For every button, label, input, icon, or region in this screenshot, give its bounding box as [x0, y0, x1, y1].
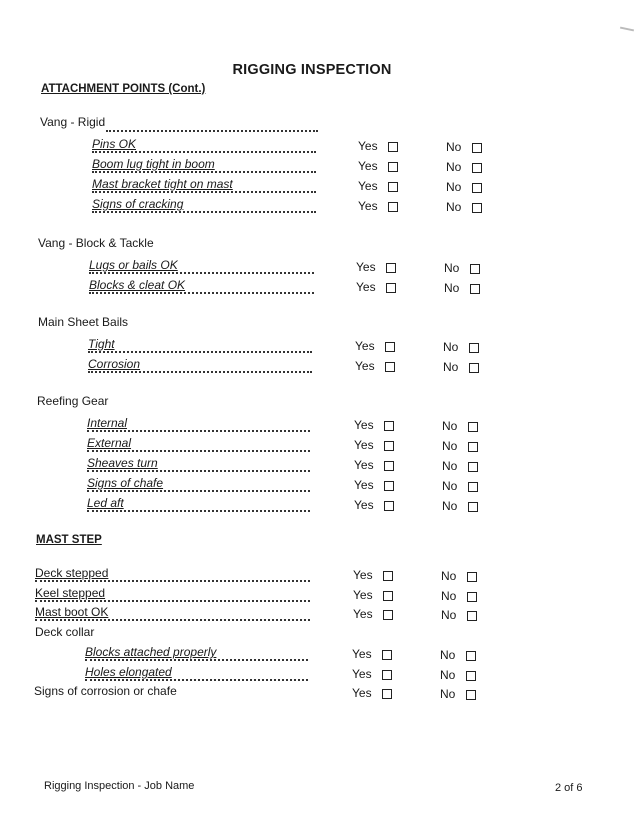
yes-label: Yes	[352, 647, 372, 661]
no-label: No	[440, 668, 456, 682]
yes-checkbox[interactable]	[384, 441, 394, 451]
checklist-item-label: Led aft	[87, 496, 124, 510]
yes-label: Yes	[356, 260, 376, 274]
yes-checkbox[interactable]	[382, 650, 392, 660]
dotted-leader	[92, 191, 316, 193]
checklist-item-label: Blocks attached properly	[85, 645, 217, 659]
no-label: No	[443, 340, 459, 354]
group-label: Vang - Block & Tackle	[38, 236, 154, 250]
yes-checkbox[interactable]	[388, 142, 398, 152]
checklist-item-label: Blocks & cleat OK	[89, 278, 186, 292]
yes-label: Yes	[358, 139, 378, 153]
checklist-item-label: Lugs or bails OK	[89, 258, 178, 272]
group-label: Deck collar	[35, 625, 95, 639]
yes-label: Yes	[354, 458, 374, 472]
no-label: No	[446, 200, 462, 214]
yes-checkbox[interactable]	[382, 670, 392, 680]
dotted-leader	[35, 600, 310, 602]
checklist-item-label: Pins OK	[92, 137, 137, 151]
yes-checkbox[interactable]	[388, 162, 398, 172]
dotted-leader	[85, 679, 308, 681]
yes-label: Yes	[354, 418, 374, 432]
yes-checkbox[interactable]	[383, 610, 393, 620]
yes-label: Yes	[355, 359, 375, 373]
group-label: Reefing Gear	[37, 394, 109, 408]
checklist-item-label: Deck stepped	[35, 566, 109, 580]
no-checkbox[interactable]	[470, 284, 480, 294]
no-checkbox[interactable]	[468, 462, 478, 472]
group-label: Main Sheet Bails	[38, 315, 129, 329]
yes-checkbox[interactable]	[384, 481, 394, 491]
no-checkbox[interactable]	[468, 422, 478, 432]
checklist-item-label: Signs of chafe	[87, 476, 164, 490]
checklist-item-label: Signs of cracking	[92, 197, 184, 211]
dotted-leader	[88, 371, 312, 373]
no-label: No	[442, 459, 458, 473]
no-checkbox[interactable]	[472, 143, 482, 153]
group-label: Vang - Rigid	[40, 115, 106, 129]
no-label: No	[446, 180, 462, 194]
checklist-item-label: Corrosion	[88, 357, 141, 371]
yes-label: Yes	[355, 339, 375, 353]
no-label: No	[441, 608, 457, 622]
no-checkbox[interactable]	[472, 203, 482, 213]
no-checkbox[interactable]	[467, 572, 477, 582]
yes-checkbox[interactable]	[384, 461, 394, 471]
yes-checkbox[interactable]	[385, 342, 395, 352]
yes-label: Yes	[354, 498, 374, 512]
dotted-leader	[89, 292, 314, 294]
yes-label: Yes	[354, 478, 374, 492]
dotted-leader	[85, 659, 308, 661]
no-label: No	[441, 589, 457, 603]
checklist-item-label: Keel stepped	[35, 586, 106, 600]
dotted-leader	[35, 580, 310, 582]
no-label: No	[444, 261, 460, 275]
dotted-leader	[87, 450, 310, 452]
yes-checkbox[interactable]	[386, 283, 396, 293]
no-checkbox[interactable]	[470, 264, 480, 274]
no-checkbox[interactable]	[469, 363, 479, 373]
yes-checkbox[interactable]	[382, 689, 392, 699]
section-heading: ATTACHMENT POINTS (Cont.)	[41, 83, 206, 95]
no-checkbox[interactable]	[466, 651, 476, 661]
group-label: Signs of corrosion or chafe	[34, 684, 177, 698]
checklist-item-label: External	[87, 436, 132, 450]
no-checkbox[interactable]	[468, 502, 478, 512]
dotted-leader	[92, 151, 316, 153]
no-checkbox[interactable]	[472, 183, 482, 193]
dotted-leader	[87, 490, 310, 492]
no-label: No	[441, 569, 457, 583]
yes-checkbox[interactable]	[388, 182, 398, 192]
no-label: No	[446, 140, 462, 154]
yes-checkbox[interactable]	[388, 202, 398, 212]
no-checkbox[interactable]	[468, 482, 478, 492]
yes-label: Yes	[356, 280, 376, 294]
no-checkbox[interactable]	[472, 163, 482, 173]
dotted-leader	[35, 619, 310, 621]
no-checkbox[interactable]	[466, 690, 476, 700]
yes-label: Yes	[358, 199, 378, 213]
no-label: No	[446, 160, 462, 174]
footer-page-number: 2 of 6	[555, 782, 583, 794]
no-label: No	[442, 419, 458, 433]
checklist-item-label: Mast bracket tight on mast	[92, 177, 233, 191]
checklist-item-label: Mast boot OK	[35, 605, 109, 619]
dotted-leader	[92, 211, 316, 213]
yes-checkbox[interactable]	[384, 421, 394, 431]
no-checkbox[interactable]	[469, 343, 479, 353]
yes-label: Yes	[353, 588, 373, 602]
yes-label: Yes	[358, 159, 378, 173]
no-checkbox[interactable]	[466, 671, 476, 681]
dotted-leader	[92, 171, 316, 173]
no-label: No	[442, 479, 458, 493]
section-heading: MAST STEP	[36, 534, 102, 546]
checklist-item-label: Internal	[87, 416, 128, 430]
yes-checkbox[interactable]	[383, 571, 393, 581]
no-label: No	[440, 687, 456, 701]
dotted-leader	[106, 130, 318, 132]
no-checkbox[interactable]	[467, 611, 477, 621]
yes-checkbox[interactable]	[386, 263, 396, 273]
yes-checkbox[interactable]	[384, 501, 394, 511]
yes-label: Yes	[358, 179, 378, 193]
dotted-leader	[87, 430, 310, 432]
yes-label: Yes	[353, 607, 373, 621]
no-label: No	[444, 281, 460, 295]
dotted-leader	[87, 470, 310, 472]
checklist-item-label: Boom lug tight in boom	[92, 157, 215, 171]
yes-checkbox[interactable]	[383, 591, 393, 601]
yes-label: Yes	[352, 667, 372, 681]
checklist-item-label: Holes elongated	[85, 665, 172, 679]
checklist-item-label: Sheaves turn	[87, 456, 158, 470]
footer-job-name: Rigging Inspection - Job Name	[44, 780, 195, 792]
yes-label: Yes	[352, 686, 372, 700]
no-checkbox[interactable]	[468, 442, 478, 452]
yes-label: Yes	[353, 568, 373, 582]
yes-label: Yes	[354, 438, 374, 452]
dotted-leader	[88, 351, 312, 353]
checklist-item-label: Tight	[88, 337, 115, 351]
no-label: No	[440, 648, 456, 662]
dotted-leader	[87, 510, 310, 512]
no-label: No	[442, 439, 458, 453]
no-label: No	[442, 499, 458, 513]
scan-mark	[620, 27, 634, 32]
no-checkbox[interactable]	[467, 592, 477, 602]
no-label: No	[443, 360, 459, 374]
dotted-leader	[89, 272, 314, 274]
page-title: RIGGING INSPECTION	[232, 62, 392, 78]
yes-checkbox[interactable]	[385, 362, 395, 372]
